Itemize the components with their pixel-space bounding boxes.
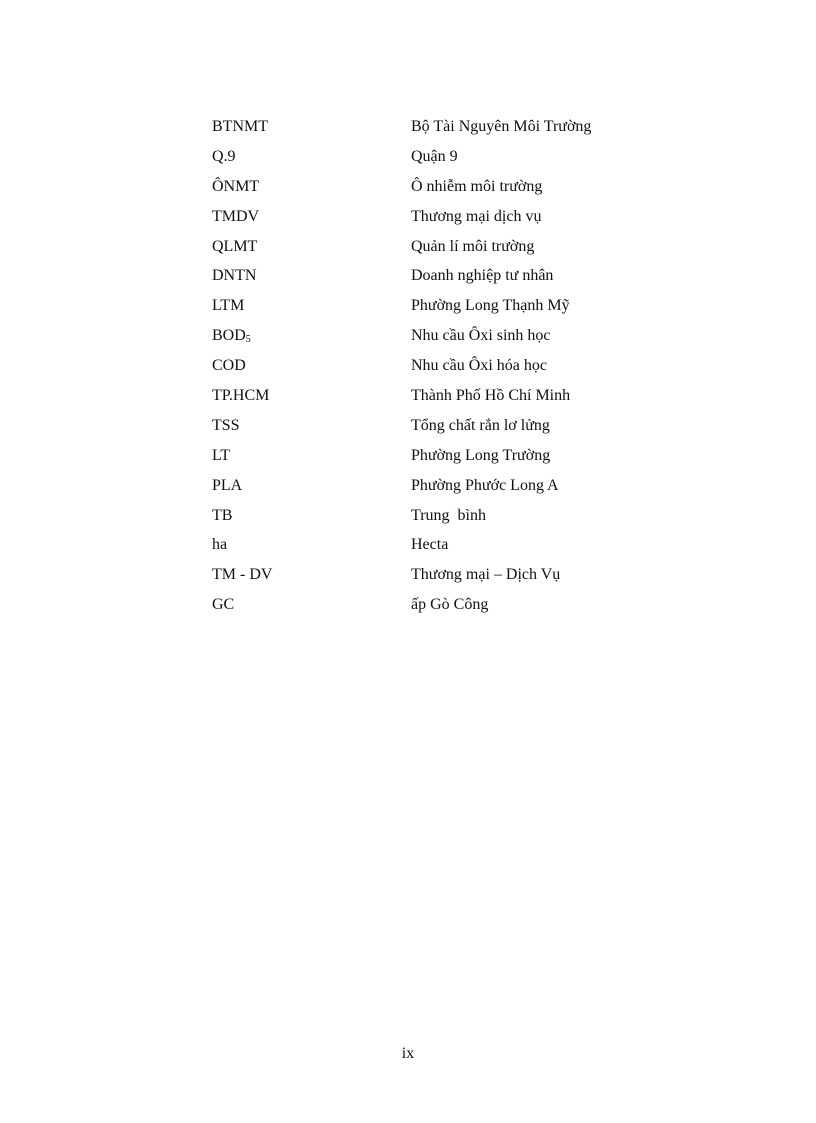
abbreviation-term: ÔNMT <box>212 177 260 195</box>
abbreviation-definition: ấp Gò Công <box>411 596 489 614</box>
abbreviation-term: TM - DV <box>212 566 273 584</box>
abbreviation-definition: Thành Phố Hồ Chí Minh <box>411 386 571 404</box>
abbreviation-row <box>212 172 632 202</box>
abbreviation-row <box>212 202 632 232</box>
abbreviation-definition: Trung bình <box>411 506 486 524</box>
abbreviation-row <box>212 590 632 620</box>
abbreviation-definition: Nhu cầu Ôxi sinh học <box>411 327 551 345</box>
abbreviation-row <box>212 501 632 531</box>
page-number: ix <box>401 1045 415 1062</box>
abbreviation-term: ha <box>212 536 228 554</box>
abbreviation-definition: Tổng chất rắn lơ lửng <box>411 416 550 434</box>
abbreviation-term: DNTN <box>212 267 257 285</box>
abbreviation-list <box>212 112 632 620</box>
abbreviation-term <box>212 328 411 344</box>
abbreviation-term: LTM <box>212 297 245 315</box>
abbreviation-term: LT <box>212 446 231 464</box>
abbreviation-definition: Quản lí môi trường <box>411 237 535 255</box>
abbreviation-definition: Hecta <box>411 536 449 554</box>
abbreviation-row <box>212 261 632 291</box>
abbreviation-row <box>212 291 632 321</box>
abbreviation-row <box>212 411 632 441</box>
abbreviation-term: TB <box>212 506 233 524</box>
abbreviation-definition: Doanh nghiệp tư nhân <box>411 267 554 285</box>
abbreviation-definition: Quận 9 <box>411 147 458 165</box>
abbreviation-definition: Thương mại – Dịch Vụ <box>411 566 561 584</box>
abbreviation-row <box>212 560 632 590</box>
abbreviation-row <box>212 381 632 411</box>
abbreviation-definition: Bộ Tài Nguyên Môi Trường <box>411 117 592 135</box>
abbreviation-term-base: BOD <box>212 327 246 345</box>
abbreviation-term: BTNMT <box>212 117 268 135</box>
abbreviation-term: TP.HCM <box>212 386 270 404</box>
abbreviation-term: Q.9 <box>212 147 236 165</box>
abbreviation-row <box>212 351 632 381</box>
abbreviation-row <box>212 530 632 560</box>
abbreviation-definition: Phường Phước Long A <box>411 476 559 494</box>
abbreviation-row <box>212 321 632 351</box>
abbreviation-term: GC <box>212 596 235 614</box>
abbreviation-term: COD <box>212 357 246 375</box>
abbreviation-definition: Thương mại dịch vụ <box>411 207 542 225</box>
abbreviation-row <box>212 112 632 142</box>
abbreviation-row <box>212 142 632 172</box>
abbreviation-row <box>212 232 632 262</box>
abbreviation-term: QLMT <box>212 237 258 255</box>
abbreviation-definition: Nhu cầu Ôxi hóa học <box>411 357 547 375</box>
abbreviation-term-subscript: 5 <box>245 334 251 346</box>
abbreviation-definition: Ô nhiễm môi trường <box>411 177 543 195</box>
abbreviation-row <box>212 471 632 501</box>
abbreviation-term: TSS <box>212 416 240 434</box>
abbreviation-definition: Phường Long Thạnh Mỹ <box>411 297 570 315</box>
abbreviation-row <box>212 441 632 471</box>
abbreviation-term: PLA <box>212 476 243 494</box>
abbreviation-term: TMDV <box>212 207 260 225</box>
abbreviation-definition: Phường Long Trường <box>411 446 551 464</box>
